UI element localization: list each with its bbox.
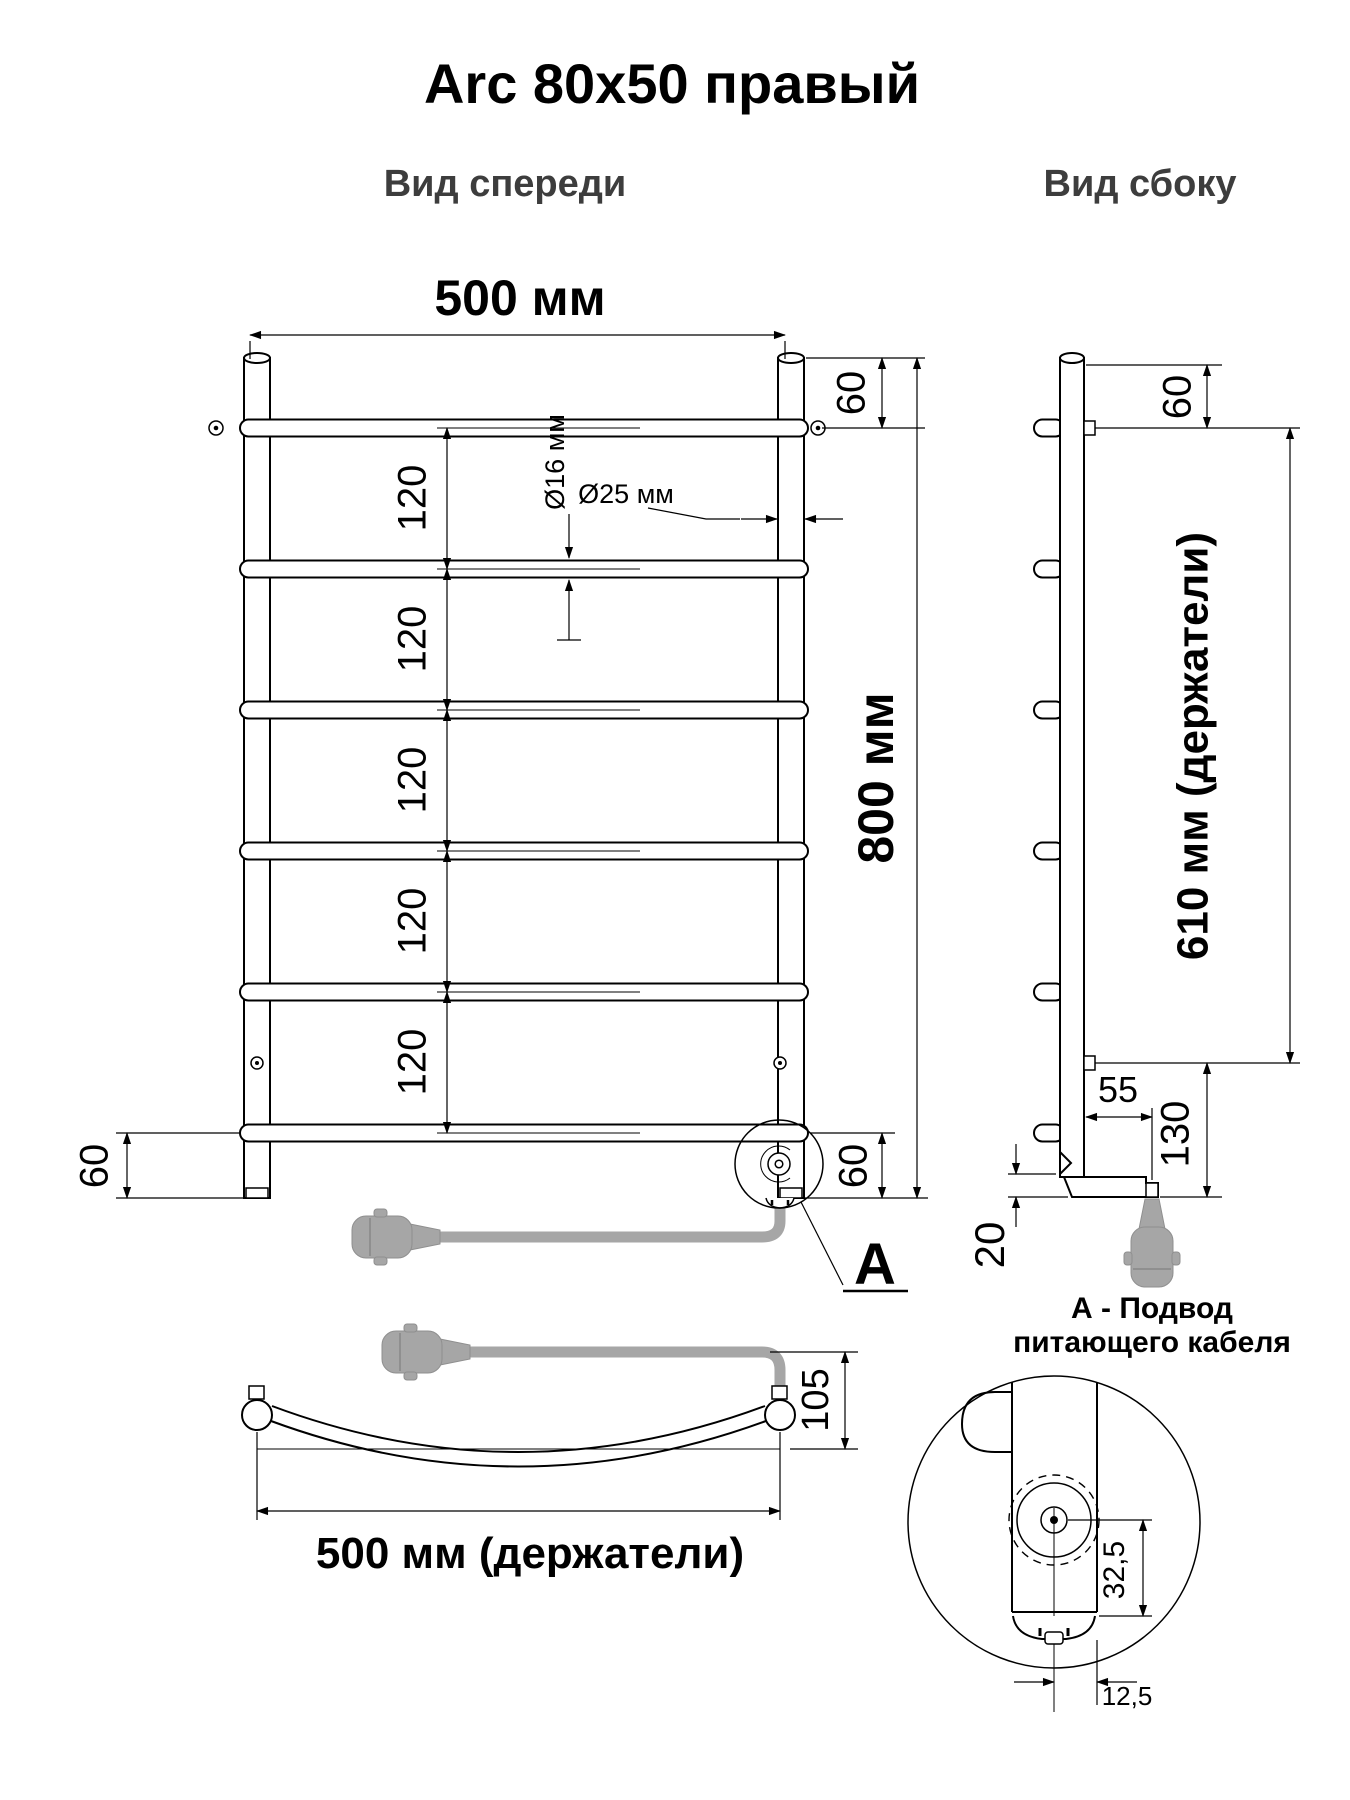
post-section: [242, 1400, 272, 1430]
dim-text-60: 60: [1155, 374, 1200, 420]
detail-label: A: [854, 1232, 896, 1297]
side-post-cap: [1060, 353, 1084, 363]
dim-side-top-offset: [1086, 365, 1300, 428]
screw-dot: [214, 426, 219, 431]
arc-rail-back: [271, 1421, 766, 1467]
dim-text-800mm: 800 мм: [848, 692, 905, 864]
detail-leader: [801, 1202, 843, 1285]
right-post-cap: [778, 353, 804, 363]
dim-cable-offset: [966, 1144, 1068, 1268]
dim-text-500mm-holders: 500 мм (держатели): [315, 1529, 745, 1578]
post-section: [765, 1400, 795, 1430]
power-plug-icon: [382, 1324, 470, 1380]
screw-dot: [255, 1061, 259, 1065]
right-post-foot: [780, 1188, 802, 1198]
power-cable: [440, 1204, 780, 1237]
rungs: [240, 420, 808, 1142]
side-post: [1060, 358, 1084, 1177]
dim-text-120: 120: [390, 887, 435, 955]
detail-rung-tab: [962, 1392, 1012, 1452]
holder-section: [249, 1386, 264, 1399]
side-view-label: Вид сбоку: [1043, 163, 1237, 205]
power-plug-icon: [352, 1209, 440, 1265]
left-post-cap: [244, 353, 270, 363]
wall-bracket: [1084, 1056, 1095, 1070]
dim-center-to-bottom: [1068, 1520, 1152, 1616]
front-view: [73, 270, 928, 1297]
dim-text-d16: Ø16 мм: [540, 414, 571, 510]
dim-text-20: 20: [966, 1221, 1014, 1269]
dim-bottom-left-offset: [73, 1133, 244, 1198]
dim-foot-length: [1086, 1069, 1152, 1180]
detail-note-line1: А - Подвод: [1071, 1292, 1233, 1325]
left-post-foot: [246, 1188, 268, 1198]
dim-text-120: 120: [390, 1028, 435, 1096]
dim-axis-offset: [1014, 1640, 1152, 1711]
dim-text-500mm: 500 мм: [434, 270, 606, 326]
screw-dot: [778, 1061, 782, 1065]
front-view-label: Вид спереди: [383, 163, 627, 205]
wall-holders: [209, 421, 825, 1069]
leader-line: [648, 508, 740, 519]
dim-text-12-5: 12,5: [1101, 1681, 1153, 1711]
dim-text-120: 120: [390, 605, 435, 673]
dim-text-32-5: 32,5: [1097, 1540, 1131, 1600]
dim-text-55: 55: [1097, 1069, 1139, 1110]
right-post: [778, 358, 804, 1198]
dim-holders-span: [1095, 428, 1300, 1063]
detail-gland: [1045, 1632, 1063, 1644]
holder-section: [772, 1386, 787, 1399]
side-gland: [1146, 1183, 1158, 1197]
dim-text-130: 130: [1153, 1100, 1198, 1168]
dim-text-120: 120: [390, 464, 435, 532]
cable-entry-dot: [775, 1160, 783, 1168]
power-plug-icon: [1124, 1199, 1180, 1287]
dim-rung-diameter: [540, 414, 581, 640]
bottom-view: [242, 1324, 858, 1578]
detail-view-a: [908, 1292, 1291, 1712]
dim-width-500: [250, 270, 785, 359]
page-title: Arc 80x50 правый: [423, 52, 921, 115]
dim-text-610mm: 610 мм (держатели): [1168, 531, 1218, 961]
side-view: [966, 353, 1300, 1287]
left-post: [244, 358, 270, 1198]
screw-dot: [816, 426, 821, 431]
dim-text-60: 60: [831, 1143, 876, 1189]
dim-text-d25: Ø25 мм: [578, 479, 674, 509]
dim-holders-width: [257, 1432, 780, 1578]
side-foot: [1064, 1177, 1158, 1197]
dim-text-120: 120: [390, 746, 435, 814]
wall-bracket: [1084, 421, 1095, 435]
dim-top-offset: [806, 358, 925, 428]
power-cable: [470, 1352, 780, 1386]
dim-text-105: 105: [795, 1368, 838, 1432]
dim-text-60: 60: [829, 370, 874, 416]
dim-text-60: 60: [72, 1143, 117, 1189]
dim-bottom-section: [1154, 1063, 1222, 1197]
dim-height-800: [800, 358, 928, 1198]
detail-note-line2: питающего кабеля: [1013, 1326, 1291, 1359]
dim-rung-spacing: [391, 428, 447, 1133]
